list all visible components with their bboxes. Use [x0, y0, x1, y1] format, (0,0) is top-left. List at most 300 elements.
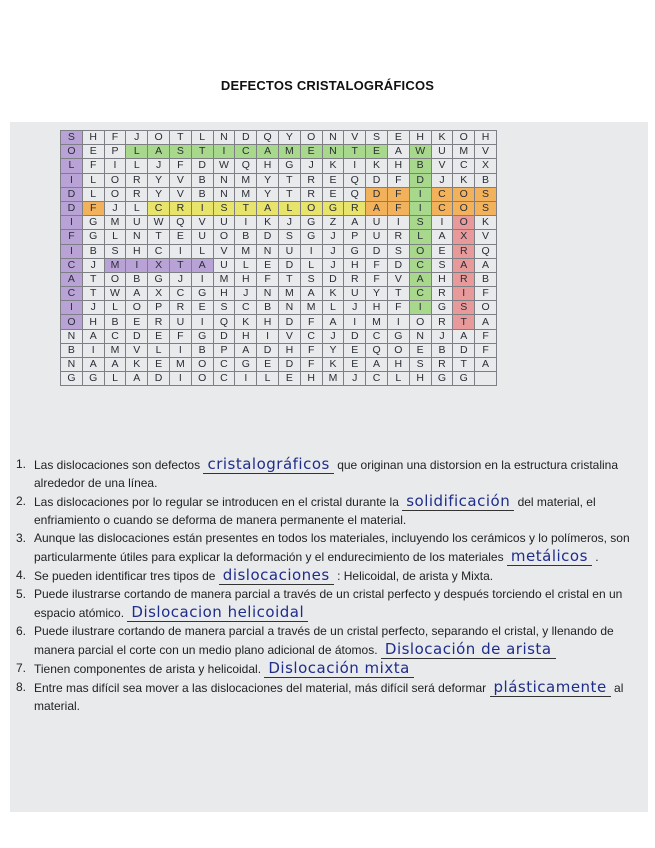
grid-cell: P — [104, 145, 126, 159]
grid-cell: G — [300, 216, 322, 230]
grid-cell: S — [409, 216, 431, 230]
grid-cell: R — [126, 187, 148, 201]
question-text-cont: : Helicoidal, de arista y Mixta. — [337, 569, 494, 583]
grid-cell: S — [169, 145, 191, 159]
grid-cell: B — [431, 343, 453, 357]
grid-cell: H — [257, 315, 279, 329]
grid-cell: F — [169, 159, 191, 173]
grid-cell: E — [148, 358, 170, 372]
grid-cell: A — [409, 272, 431, 286]
grid-cell: R — [126, 173, 148, 187]
word-search-grid — [60, 130, 497, 386]
grid-cell: I — [191, 201, 213, 215]
question-text: Puede ilustrarse cortando de manera parcial a través de un cristal perfecto y después torciendo el cristal en un espacio atómico. — [34, 587, 623, 620]
grid-cell: C — [61, 287, 83, 301]
grid-cell: O — [126, 301, 148, 315]
grid-cell: J — [235, 287, 257, 301]
grid-row — [61, 287, 497, 301]
grid-cell: G — [453, 372, 475, 386]
grid-cell: C — [409, 287, 431, 301]
grid-cell: C — [409, 258, 431, 272]
grid-cell: E — [322, 173, 344, 187]
grid-cell: A — [453, 258, 475, 272]
grid-cell: E — [257, 358, 279, 372]
grid-cell: H — [235, 272, 257, 286]
grid-cell: F — [366, 272, 388, 286]
grid-cell: F — [387, 173, 409, 187]
grid-cell: T — [148, 230, 170, 244]
grid-cell: T — [191, 145, 213, 159]
grid-cell: G — [61, 372, 83, 386]
grid-cell: T — [169, 131, 191, 145]
grid-cell: O — [475, 301, 497, 315]
grid-cell: D — [148, 372, 170, 386]
grid-cell: V — [191, 216, 213, 230]
handwritten-answer: Dislocación mixta — [264, 659, 413, 678]
grid-cell: M — [213, 272, 235, 286]
grid-cell: L — [409, 230, 431, 244]
grid-cell: L — [104, 230, 126, 244]
grid-cell: M — [278, 287, 300, 301]
grid-cell: T — [344, 145, 366, 159]
grid-cell: S — [61, 131, 83, 145]
grid-cell: R — [431, 315, 453, 329]
grid-cell: E — [191, 301, 213, 315]
grid-cell: F — [82, 201, 104, 215]
grid-cell: I — [409, 301, 431, 315]
question-number: 3. — [16, 531, 27, 545]
grid-cell: L — [191, 244, 213, 258]
question-number: 7. — [16, 661, 27, 675]
grid-cell: I — [61, 173, 83, 187]
grid-cell: U — [366, 216, 388, 230]
question-7 — [16, 659, 641, 678]
grid-cell: O — [213, 230, 235, 244]
grid-cell: R — [300, 173, 322, 187]
grid-cell: Y — [278, 131, 300, 145]
grid-cell: K — [235, 315, 257, 329]
grid-cell: D — [191, 159, 213, 173]
grid-cell: A — [366, 358, 388, 372]
questions-list — [16, 455, 641, 715]
grid-cell: A — [475, 258, 497, 272]
grid-cell: N — [257, 287, 279, 301]
grid-cell: G — [82, 230, 104, 244]
grid-cell: R — [169, 201, 191, 215]
grid-cell: U — [431, 145, 453, 159]
grid-cell: I — [409, 187, 431, 201]
grid-cell: J — [431, 329, 453, 343]
grid-cell: H — [409, 372, 431, 386]
grid-row — [61, 372, 497, 386]
grid-cell: D — [387, 258, 409, 272]
grid-cell: D — [409, 173, 431, 187]
grid-cell: Y — [257, 187, 279, 201]
grid-cell: K — [126, 358, 148, 372]
grid-cell: J — [300, 159, 322, 173]
grid-cell: C — [431, 201, 453, 215]
grid-cell: C — [300, 329, 322, 343]
grid-cell: M — [104, 258, 126, 272]
grid-cell: K — [475, 216, 497, 230]
grid-cell: I — [235, 216, 257, 230]
grid-cell: N — [213, 131, 235, 145]
grid-cell: E — [169, 230, 191, 244]
grid-cell: I — [300, 244, 322, 258]
grid-cell: H — [387, 159, 409, 173]
grid-cell: J — [126, 131, 148, 145]
grid-cell: F — [475, 343, 497, 357]
grid-cell: U — [169, 315, 191, 329]
grid-cell: O — [453, 131, 475, 145]
grid-cell: C — [453, 159, 475, 173]
grid-cell: N — [126, 230, 148, 244]
grid-cell: H — [278, 343, 300, 357]
grid-row — [61, 173, 497, 187]
grid-cell: V — [169, 187, 191, 201]
grid-cell: O — [104, 173, 126, 187]
question-number: 1. — [16, 457, 27, 471]
grid-cell: J — [344, 372, 366, 386]
grid-cell: D — [322, 272, 344, 286]
grid-cell: G — [431, 372, 453, 386]
grid-cell: C — [213, 358, 235, 372]
question-8 — [16, 678, 641, 715]
grid-cell: H — [82, 131, 104, 145]
grid-cell: D — [278, 358, 300, 372]
grid-cell: T — [278, 187, 300, 201]
grid-cell: G — [191, 329, 213, 343]
grid-cell: E — [387, 131, 409, 145]
grid-cell: K — [322, 358, 344, 372]
handwritten-answer: dislocaciones — [219, 566, 334, 585]
grid-cell: E — [82, 145, 104, 159]
grid-cell: N — [213, 187, 235, 201]
grid-cell: M — [453, 145, 475, 159]
grid-cell: M — [235, 173, 257, 187]
grid-cell: E — [278, 372, 300, 386]
page-title: DEFECTOS CRISTALOGRÁFICOS — [220, 78, 435, 93]
grid-cell: Q — [169, 216, 191, 230]
grid-cell: B — [126, 272, 148, 286]
grid-cell: J — [148, 159, 170, 173]
grid-cell: O — [104, 272, 126, 286]
grid-cell: G — [82, 372, 104, 386]
question-text-cont: del material, el enfriamiento o cuando se deforma de manera permanente el material. — [34, 495, 596, 527]
grid-cell: O — [453, 201, 475, 215]
grid-cell: F — [300, 343, 322, 357]
grid-cell: P — [344, 230, 366, 244]
grid-cell: S — [213, 301, 235, 315]
grid-cell: D — [61, 187, 83, 201]
grid-row — [61, 272, 497, 286]
grid-cell: A — [257, 145, 279, 159]
grid-cell: U — [213, 258, 235, 272]
grid-cell: B — [82, 244, 104, 258]
grid-cell: S — [213, 201, 235, 215]
grid-row — [61, 230, 497, 244]
grid-cell: T — [278, 173, 300, 187]
grid-cell: B — [61, 343, 83, 357]
grid-cell: M — [169, 358, 191, 372]
grid-cell: A — [300, 287, 322, 301]
grid-row — [61, 131, 497, 145]
grid-cell: H — [82, 315, 104, 329]
grid-row — [61, 187, 497, 201]
grid-cell: A — [104, 358, 126, 372]
grid-cell: L — [235, 258, 257, 272]
question-number: 5. — [16, 587, 27, 601]
grid-cell: I — [169, 372, 191, 386]
grid-cell: E — [431, 244, 453, 258]
grid-cell: C — [213, 372, 235, 386]
grid-cell: J — [169, 272, 191, 286]
question-text: Las dislocaciones son defectos — [34, 458, 201, 472]
grid-row — [61, 244, 497, 258]
grid-cell: H — [431, 272, 453, 286]
grid-cell: C — [169, 287, 191, 301]
handwritten-answer: metálicos — [507, 547, 592, 566]
grid-cell: C — [235, 301, 257, 315]
grid-cell: R — [387, 230, 409, 244]
grid-cell: D — [278, 315, 300, 329]
question-text: Entre mas difícil sea mover a las dislocaciones del material, más difícil será deformar — [34, 681, 487, 695]
question-text: Las dislocaciones por lo regular se introducen en el cristal durante la — [34, 495, 399, 509]
grid-cell: V — [475, 230, 497, 244]
grid-cell: Y — [322, 343, 344, 357]
grid-cell: L — [104, 372, 126, 386]
grid-cell: M — [104, 343, 126, 357]
grid-cell: A — [235, 343, 257, 357]
grid-cell: B — [257, 301, 279, 315]
grid-cell: I — [344, 315, 366, 329]
grid-cell: F — [387, 301, 409, 315]
question-number: 6. — [16, 624, 27, 638]
grid-cell: K — [431, 131, 453, 145]
grid-cell: G — [235, 358, 257, 372]
grid-cell: X — [148, 258, 170, 272]
grid-cell: V — [475, 145, 497, 159]
grid-cell: I — [61, 216, 83, 230]
grid-cell: I — [169, 343, 191, 357]
question-number: 4. — [16, 568, 27, 582]
grid-cell: P — [148, 301, 170, 315]
grid-cell: D — [453, 343, 475, 357]
grid-cell: A — [387, 145, 409, 159]
grid-cell: O — [453, 216, 475, 230]
grid-cell: E — [409, 343, 431, 357]
grid-cell: F — [169, 329, 191, 343]
grid-cell: U — [344, 287, 366, 301]
grid-cell: U — [126, 216, 148, 230]
grid-cell: B — [235, 230, 257, 244]
grid-cell: J — [322, 230, 344, 244]
grid-cell: S — [278, 230, 300, 244]
grid-cell: C — [104, 329, 126, 343]
grid-cell: L — [322, 301, 344, 315]
grid-cell: V — [387, 272, 409, 286]
grid-cell: E — [366, 145, 388, 159]
grid-cell: Q — [213, 315, 235, 329]
grid-cell: Y — [148, 173, 170, 187]
question-2 — [16, 492, 641, 529]
grid-cell: S — [475, 187, 497, 201]
grid-cell: J — [322, 329, 344, 343]
grid-cell: G — [278, 159, 300, 173]
grid-cell: G — [322, 201, 344, 215]
grid-cell: F — [387, 201, 409, 215]
grid-cell: K — [366, 159, 388, 173]
grid-cell: C — [235, 145, 257, 159]
grid-cell: L — [387, 372, 409, 386]
question-number: 8. — [16, 680, 27, 694]
question-text-cont: al material. — [34, 681, 624, 713]
grid-cell: R — [148, 315, 170, 329]
grid-cell: T — [387, 287, 409, 301]
grid-cell: B — [191, 173, 213, 187]
grid-cell: A — [366, 201, 388, 215]
grid-cell: Z — [322, 216, 344, 230]
grid-cell: C — [366, 372, 388, 386]
grid-cell: C — [431, 187, 453, 201]
grid-cell: L — [61, 159, 83, 173]
grid-row — [61, 301, 497, 315]
grid-cell: J — [82, 301, 104, 315]
grid-cell: N — [61, 358, 83, 372]
grid-cell: N — [61, 329, 83, 343]
grid-cell: L — [191, 131, 213, 145]
grid-cell: K — [322, 287, 344, 301]
grid-cell — [475, 372, 497, 386]
grid-cell: K — [257, 216, 279, 230]
grid-cell: N — [278, 301, 300, 315]
grid-cell: S — [104, 244, 126, 258]
grid-cell: G — [344, 244, 366, 258]
grid-cell: E — [344, 343, 366, 357]
question-number: 2. — [16, 494, 27, 508]
grid-cell: J — [322, 258, 344, 272]
grid-cell: T — [169, 258, 191, 272]
grid-cell: W — [148, 216, 170, 230]
grid-cell: I — [191, 272, 213, 286]
grid-cell: J — [431, 173, 453, 187]
grid-cell: D — [366, 187, 388, 201]
grid-cell: O — [61, 315, 83, 329]
grid-row — [61, 315, 497, 329]
grid-cell: I — [213, 145, 235, 159]
grid-cell: O — [409, 315, 431, 329]
grid-cell: H — [257, 159, 279, 173]
grid-cell: I — [409, 201, 431, 215]
grid-cell: F — [475, 329, 497, 343]
grid-cell: L — [257, 372, 279, 386]
grid-cell: I — [453, 287, 475, 301]
grid-cell: E — [300, 145, 322, 159]
grid-cell: M — [300, 301, 322, 315]
grid-cell: I — [387, 315, 409, 329]
grid-cell: I — [169, 244, 191, 258]
grid-cell: K — [322, 159, 344, 173]
grid-cell: S — [387, 244, 409, 258]
question-text: Se pueden identificar tres tipos de — [34, 569, 216, 583]
grid-cell: I — [126, 258, 148, 272]
question-text: Aunque las dislocaciones están presentes en todos los materiales, incluyendo los cerámicos y lo polímeros, son particularmente útiles para explicar la deformación y el endurecimiento de los materiales — [34, 531, 630, 564]
grid-cell: Q — [366, 343, 388, 357]
grid-cell: I — [61, 301, 83, 315]
grid-cell: A — [82, 329, 104, 343]
grid-cell: A — [431, 230, 453, 244]
grid-cell: D — [257, 230, 279, 244]
grid-cell: F — [257, 272, 279, 286]
grid-cell: L — [82, 173, 104, 187]
grid-cell: I — [104, 159, 126, 173]
grid-cell: O — [148, 131, 170, 145]
grid-cell: O — [300, 201, 322, 215]
grid-cell: G — [431, 301, 453, 315]
question-6 — [16, 622, 641, 659]
grid-cell: F — [387, 187, 409, 201]
grid-cell: Q — [235, 159, 257, 173]
grid-cell: B — [475, 173, 497, 187]
grid-cell: N — [257, 244, 279, 258]
grid-cell: H — [366, 301, 388, 315]
grid-row — [61, 159, 497, 173]
grid-cell: S — [300, 272, 322, 286]
grid-cell: Q — [344, 187, 366, 201]
handwritten-answer: cristalográficos — [203, 455, 333, 474]
grid-cell: L — [126, 145, 148, 159]
grid-cell: M — [278, 145, 300, 159]
grid-cell: I — [257, 329, 279, 343]
grid-cell: A — [453, 329, 475, 343]
grid-cell: U — [278, 244, 300, 258]
grid-cell: A — [82, 358, 104, 372]
grid-cell: G — [82, 216, 104, 230]
grid-cell: U — [191, 230, 213, 244]
grid-cell: F — [475, 287, 497, 301]
grid-cell: S — [431, 258, 453, 272]
grid-cell: A — [475, 315, 497, 329]
handwritten-answer: Dislocación de arista — [381, 640, 556, 659]
grid-cell: G — [148, 272, 170, 286]
grid-cell: T — [453, 358, 475, 372]
grid-cell: L — [126, 159, 148, 173]
grid-cell: M — [322, 372, 344, 386]
grid-cell: X — [453, 230, 475, 244]
question-text-cont: que originan una distorsion en la estructura cristalina alrededor de una línea. — [34, 458, 619, 490]
grid-cell: T — [235, 201, 257, 215]
grid-cell: Q — [257, 131, 279, 145]
grid-cell: T — [278, 272, 300, 286]
grid-cell: D — [366, 173, 388, 187]
grid-cell: M — [104, 216, 126, 230]
grid-cell: Y — [148, 187, 170, 201]
grid-cell: T — [82, 287, 104, 301]
question-3 — [16, 529, 641, 566]
grid-cell: T — [453, 315, 475, 329]
grid-cell: W — [409, 145, 431, 159]
grid-cell: I — [431, 216, 453, 230]
grid-cell: B — [409, 159, 431, 173]
grid-cell: N — [322, 131, 344, 145]
grid-cell: I — [82, 343, 104, 357]
grid-cell: Y — [366, 287, 388, 301]
grid-cell: T — [82, 272, 104, 286]
grid-cell: D — [126, 329, 148, 343]
grid-cell: V — [278, 329, 300, 343]
grid-cell: N — [213, 173, 235, 187]
grid-cell: W — [213, 159, 235, 173]
